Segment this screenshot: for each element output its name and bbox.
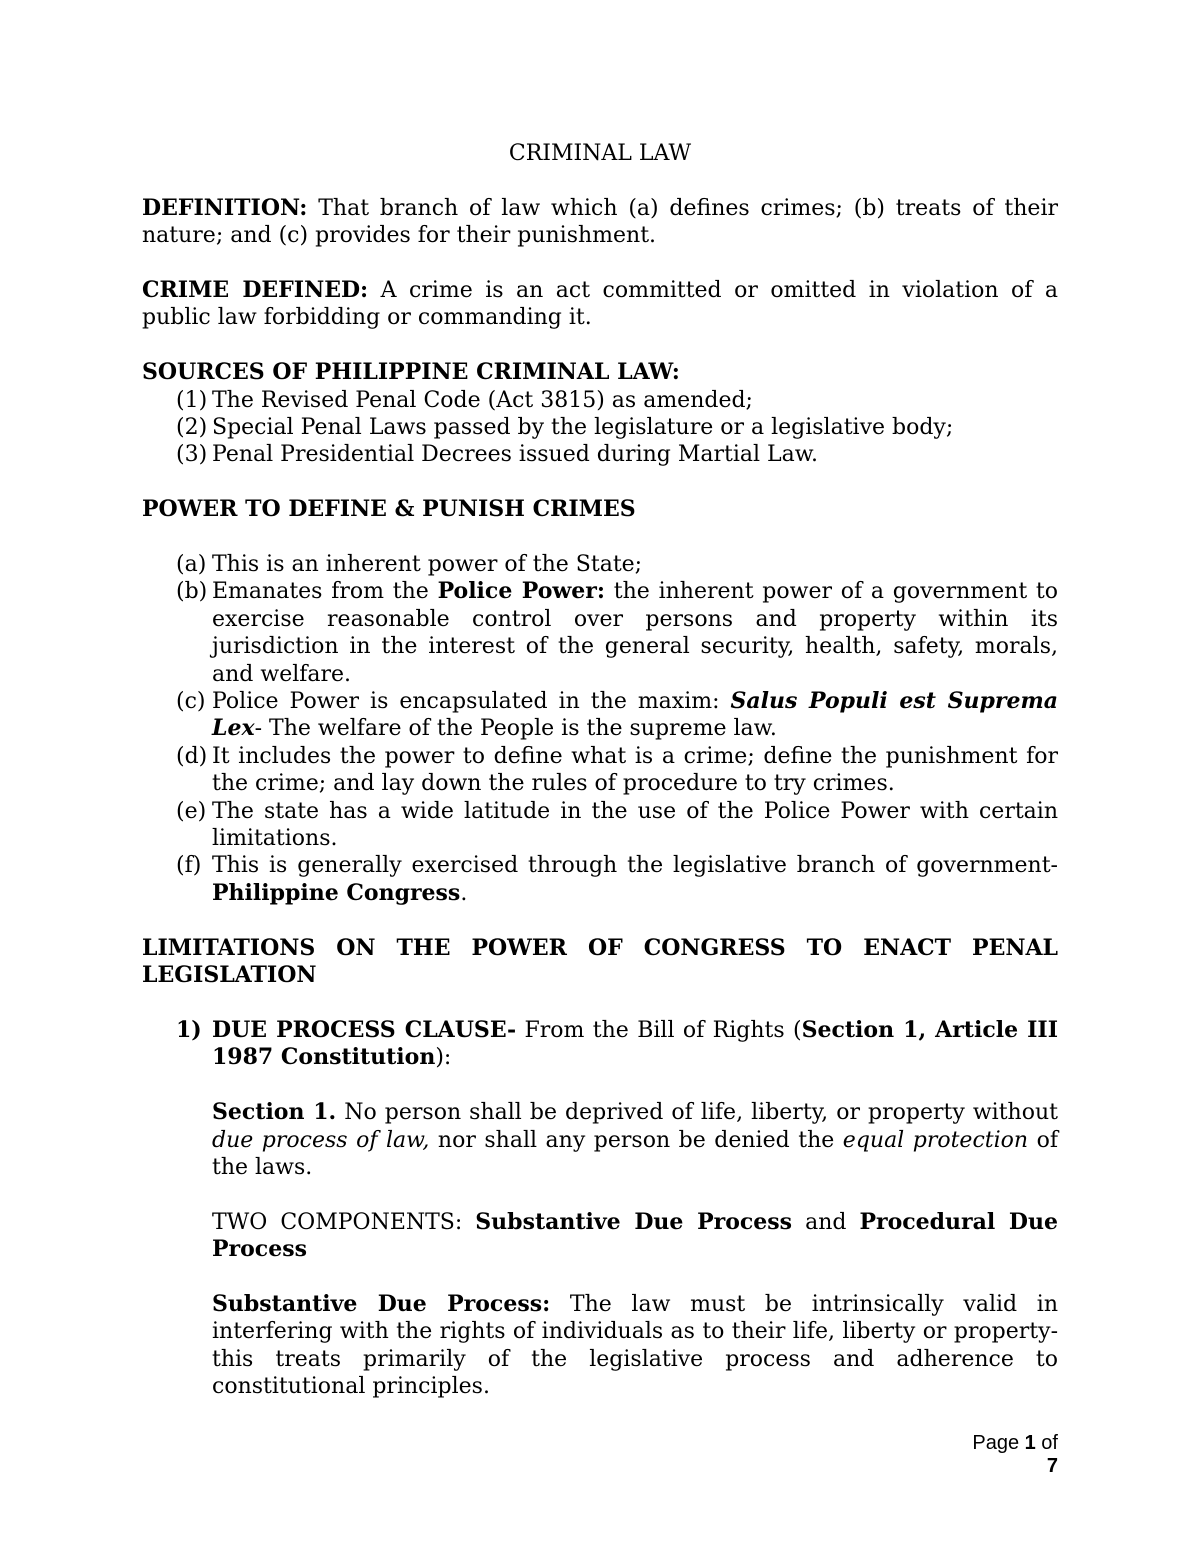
power-section [142,496,1058,907]
list-text: . [460,880,468,906]
list-item [142,414,1058,441]
list-text: the inherent power of a government to exercise reasonable control over persons and property within its jurisdiction in the interest of the general security, health, safety, morals, and welfare. [212,579,1059,687]
power-list [142,551,1058,907]
document-page [142,140,1058,1428]
page-number: 1 [1024,1432,1036,1454]
list-item [142,387,1058,414]
equal-protection-phrase: equal protection [842,1127,1029,1153]
substantive-paragraph [142,1291,1058,1401]
list-marker: (f) [176,853,202,879]
list-item [142,688,1058,743]
components-and: and [792,1209,860,1235]
list-marker: (d) [176,743,208,769]
list-text: It includes the power to define what is a crime; define the punishment for the crime; and lay down the rules of procedure to try crimes. [212,743,1058,797]
list-text: The Revised Penal Code (Act 3815) as amended; [212,387,753,413]
spacer [142,1072,1058,1099]
spacer [142,524,1058,551]
sources-section [142,359,1058,469]
due-process-phrase: due process of law, [212,1127,430,1153]
definition-paragraph [142,195,1058,250]
due-process-item [142,1017,1058,1072]
constitution-reference: Section 1, Article III 1987 Constitution [212,1016,1059,1071]
congress-term: Philippine Congress [212,879,461,906]
latin-maxim: Salus Populi est Suprema Lex [212,688,1058,742]
police-power-term: Police Power: [437,578,606,605]
power-heading: POWER TO DEFINE & PUNISH CRIMES [142,496,636,523]
list-marker: 1) [176,1016,202,1043]
list-marker: (1) [176,387,208,413]
list-text: Police Power is encapsulated in the maxim: [212,689,731,715]
page-word: Page [972,1432,1025,1454]
crime-defined-label: CRIME DEFINED: [142,277,369,303]
section-1-paragraph [142,1099,1058,1181]
substantive-term: Substantive Due Process [475,1208,793,1235]
components-label: TWO COMPONENTS: [212,1209,476,1235]
list-marker: (3) [176,442,208,468]
list-marker: (2) [176,415,208,441]
page-total: 7 [1046,1455,1058,1477]
due-process-text: From the Bill of Rights ( [516,1017,802,1043]
sources-heading: SOURCES OF PHILIPPINE CRIMINAL LAW: [142,359,680,386]
document-title: CRIMINAL LAW [508,141,692,166]
list-item [142,441,1058,468]
list-text: This is an inherent power of the State; [212,552,643,578]
list-marker: (e) [176,798,207,824]
sources-list [142,387,1058,469]
substantive-label: Substantive Due Process: [212,1290,551,1317]
definition-text: That branch of law which (a) defines crimes; (b) treats of their nature; and (c) provides for their punishment. [142,195,1058,249]
list-text: - The welfare of the People is the supreme law. [254,716,777,742]
list-item [142,743,1058,798]
definition-label: DEFINITION: [142,194,308,221]
list-item [142,798,1058,853]
list-item [142,852,1058,907]
list-item [142,578,1058,688]
section-1-text: of the laws. [212,1127,1058,1180]
components-paragraph [142,1209,1058,1264]
section-1-text: nor shall any person be denied the [429,1127,843,1153]
section-1-text: No person shall be deprived of life, liberty, or property without [336,1100,1058,1126]
crime-defined-paragraph [142,277,1058,332]
of-word: of [1035,1432,1058,1454]
list-text: This is generally exercised through the legislative branch of government- [212,853,1058,879]
list-text: Emanates from the [212,579,438,605]
list-marker: (c) [176,689,206,715]
limitations-heading: LIMITATIONS ON THE POWER OF CONGRESS TO ENACT PENAL LEGISLATION [142,934,1058,989]
crime-defined-text: A crime is an act committed or omitted in violation of a public law forbidding or commanding it. [142,278,1058,331]
due-process-label: DUE PROCESS CLAUSE- [212,1016,517,1043]
list-text: Special Penal Laws passed by the legislature or a legislative body; [212,415,954,441]
list-text: Penal Presidential Decrees issued during Martial Law. [212,442,818,468]
page-footer [958,1432,1058,1478]
procedural-term: Procedural Due Process [212,1208,1058,1263]
list-text: The state has a wide latitude in the use of the Police Power with certain limitations. [212,798,1058,852]
section-1-label: Section 1. [212,1099,337,1126]
due-process-close: ): [435,1045,452,1071]
list-marker: (b) [176,579,208,605]
list-marker: (a) [176,552,207,578]
substantive-text: The law must be intrinsically valid in interfering with the rights of individuals as to their life, liberty or property- this treats primarily of the legislative process and adherence to constitutional principles. [212,1291,1058,1400]
list-item [142,551,1058,578]
